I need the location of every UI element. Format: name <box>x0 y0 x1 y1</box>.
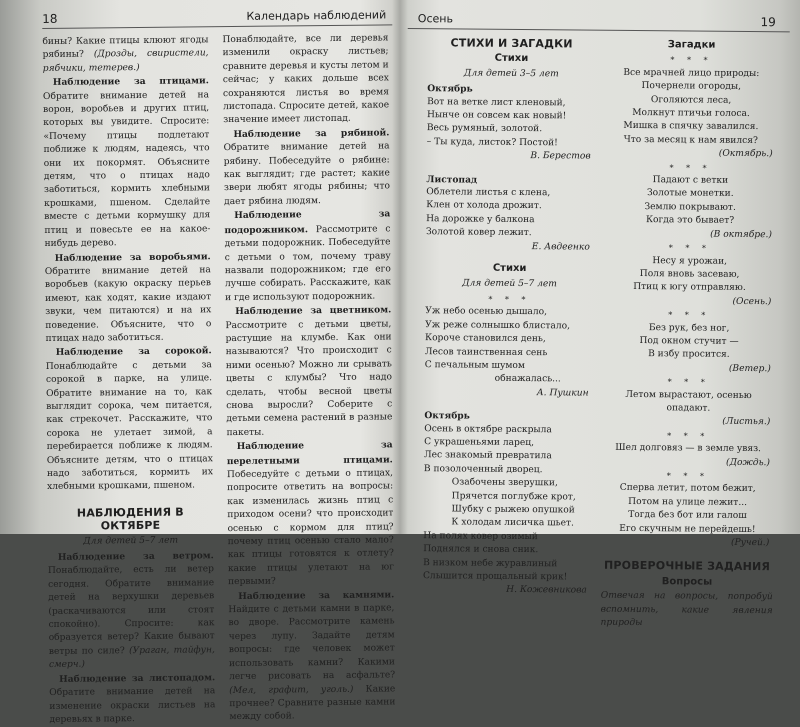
text: Найдите с детьми камни в парке, во дворе. Рассмотрите камень через лупу. Задайте детям вопросы: где человек может использовать камни? Какими легче рисовать на асфальте? <box>228 603 396 683</box>
riddle-line: Поля вновь засеваю, <box>639 268 740 280</box>
riddle-answer: (Ветер.) <box>728 363 771 374</box>
riddle-answer: (Осень.) <box>732 296 772 307</box>
riddle-answer: (Ручей.) <box>730 537 770 549</box>
text: Понаблюдайте с детьми за сорокой в парке, на улице. Обратите внимание на то, как выглядит сорока, чем питается, как стрекочет. Расскажите, что сорока не улетает зимой, а перебирается поближе к людям. Объясните детям, что о птицах надо заботиться, кормить их хлебными крошками, пшеном. <box>45 359 214 493</box>
riddle <box>601 482 774 551</box>
paragraph-title: Наблюдение за подорожником. <box>224 208 391 236</box>
poem-author: Е. Авдеенко <box>531 241 590 253</box>
text: Обратите внимание детей на рябину. Побеседуйте о рябине: как выглядит; где растет; какие звери любят ягоды рябины; что дает рябина людям. <box>223 141 391 207</box>
paragraph <box>45 250 212 347</box>
paragraph: Понаблюдайте, все ли деревья изменили окраску листьев; сравните деревья и кусты летом и сейчас; у каких дольше всех сохраняются листья во время листопада. Спросите детей, какое значение имеет листопад. <box>222 33 390 126</box>
poem-author: А. Пушкин <box>536 387 589 399</box>
poem-line: Золотой ковер лежит. <box>425 227 532 239</box>
stars-divider: * * * <box>666 471 709 481</box>
text-italic: (Дрозды, свиристели, рябчики, тетерев.) <box>42 48 209 74</box>
riddle-line: Падают с ветки <box>652 175 729 186</box>
riddle-line: Мишка в спячку завалился. <box>623 121 759 133</box>
paragraph <box>223 126 390 209</box>
text: Рассмотрите с детьми подорожник. Побеседуйте с детьми о том, почему траву назвали подорожником; где его лучше собирать. Расскажите, как и где используют подорожник. <box>224 224 392 303</box>
poem-line: Лесов таинственная сень <box>424 346 548 358</box>
riddle <box>604 174 777 243</box>
poem-line: Слышится прощальный крик! <box>422 571 568 583</box>
text: Какие прочнее? Сравните разные камни между собой. <box>229 683 396 723</box>
poem-line: Осень в октябре раскрыла <box>424 423 552 435</box>
poem-line: В низком небе журавлиный <box>423 557 558 569</box>
riddle-answer: (Октябрь.) <box>718 148 773 160</box>
text: Рассмотрите с детьми цветы, растущие на клумбе. Как они называются? Что происходит с ними осенью? Можно ли срывать цветы с клумбы? Что надо сделать, чтобы весной цветы снова выросли? Соберите с детьми семена растений в разные пакеты. <box>225 318 393 438</box>
riddle-line: Почернели огороды, <box>641 81 742 93</box>
poem <box>426 186 594 241</box>
poem-author: В. Берестов <box>530 151 591 162</box>
riddle-line: Когда это бывает? <box>645 215 735 227</box>
riddle-line: Оголяются леса, <box>650 94 732 106</box>
poem-line: С украшеньями ларец, <box>424 437 535 449</box>
poem <box>423 423 592 585</box>
riddle-line: Под окном стучит — <box>639 335 739 347</box>
left-running-head <box>42 4 392 29</box>
questions-intro: Отвечая на вопросы, попробуй вспомнить, какие явления природы <box>600 590 773 629</box>
riddle <box>603 321 775 376</box>
poem-line: Клен от холода дрожит. <box>426 200 542 212</box>
paragraph <box>227 439 395 590</box>
paragraph <box>43 74 211 251</box>
text-italic: (Ураган, тайфун, смерч.) <box>48 645 215 671</box>
poem-line: Уж реже солнышко блистало, <box>425 319 571 332</box>
stars-divider: * * * <box>669 162 712 173</box>
poem-line: На полях ковер озимый <box>423 530 538 542</box>
poem-line: Прячется поглубже крот, <box>451 490 576 503</box>
stars-divider: * * * <box>667 377 710 387</box>
right-running-title: Осень <box>417 12 454 26</box>
right-running-head <box>408 8 790 32</box>
poem-line: Облетели листья с клена, <box>426 187 551 199</box>
poem-line: Уж небо осенью дышало, <box>425 306 548 318</box>
paragraph-title: Наблюдение за птицами. <box>52 75 209 89</box>
poem-line: В позолоченный дворец. <box>423 463 543 475</box>
riddle-line: Сперва летит, потом бежит, <box>619 483 756 495</box>
paragraph <box>228 588 395 725</box>
paragraph-title: Наблюдение за листопадом. <box>59 671 216 685</box>
riddle-line: Молкнут птичьи голоса. <box>632 107 750 120</box>
paragraph-title: Наблюдение за сорокой. <box>55 345 212 359</box>
paragraph-title: Наблюдение за воробьями. <box>54 250 211 264</box>
poem-line: Шубку с рыжею опушкой <box>451 504 575 516</box>
riddle-line: Его скучным не перейдешь! <box>619 523 756 535</box>
right-column-1 <box>423 36 596 598</box>
poem-line: обнажалась... <box>494 374 561 385</box>
paragraph-title: Наблюдение за цветником. <box>235 304 392 318</box>
left-page <box>42 0 398 725</box>
paragraph <box>225 303 392 440</box>
poem-title: Листопад <box>426 173 478 186</box>
poems-heading: Стихи <box>492 262 527 275</box>
text: Побеседуйте с детьми о птицах, попросите ответить на вопросы: как изменилась жизнь птиц с приходом осени? что происходит осенью с кормом для птиц? почему птиц осенью стало мало? как птицы готовятся к отлету? какие птицы улетают на юг первыми? <box>226 468 395 588</box>
riddle-line: Все мрачней лицо природы: <box>623 67 760 79</box>
text: Обратите внимание детей на воробьев (какую окраску перьев имеют, как ходят, какие издают звуки, чем питаются) и на их поведение. Объясните, что о птицах надо заботиться. <box>44 265 212 344</box>
paragraph <box>46 345 214 495</box>
age-note: Для детей 5–7 лет <box>462 277 557 289</box>
stars-divider: * * * <box>667 431 710 441</box>
riddle-line: Шел долговяз — в земле увяз. <box>615 443 762 455</box>
riddle-line: Потом на улице лежит... <box>628 496 748 508</box>
riddle-answer: (В октябре.) <box>710 229 773 240</box>
riddle <box>602 442 774 470</box>
poem <box>425 305 594 387</box>
riddle <box>602 388 774 430</box>
tasks-title: ПРОВЕРОЧНЫЕ ЗАДАНИЯ <box>603 559 771 574</box>
riddle <box>605 67 778 162</box>
riddle <box>603 254 775 309</box>
poem-line: Лес знакомый превратила <box>423 450 552 462</box>
poem-title: Октябрь <box>427 83 473 95</box>
poem-line: К холодам лисичка шьет. <box>451 517 574 529</box>
paragraph <box>224 208 391 306</box>
right-page <box>403 0 790 629</box>
stars-divider: * * * <box>670 55 713 66</box>
poem <box>427 96 595 151</box>
poem-title: Октябрь <box>424 410 470 422</box>
riddle-line: Несу я урожаи, <box>652 255 728 267</box>
left-column-2 <box>222 32 395 724</box>
age-note: Для детей 3–5 лет <box>463 68 559 80</box>
riddle-line: Золотые монетки. <box>646 188 734 200</box>
riddle-answer: (Дождь.) <box>726 457 771 468</box>
poem-line: Вот на ветке лист кленовый, <box>427 96 566 109</box>
riddle-answer: (Листья.) <box>722 417 771 428</box>
riddles-list <box>601 53 777 551</box>
riddle-line: Что за месяц к нам явился? <box>623 134 758 146</box>
text: Понаблюдайте, есть ли ветер сегодня. Обратите внимание детей на верхушки деревьев (раскачиваются или стоят спокойно). Спросите: как образуется ветер? Какие бывают ветры по силе? <box>47 564 215 657</box>
riddle-line: Землю покрывают. <box>644 201 736 213</box>
right-column-2 <box>600 38 777 634</box>
stars-divider: * * * <box>668 243 711 253</box>
poem-line: Нынче он совсем как новый! <box>426 110 567 122</box>
section-title: НАБЛЮДЕНИЯ В ОКТЯБРЕ <box>76 505 184 533</box>
text: бины? Какие птицы клюют ягоды рябины? <box>42 35 209 61</box>
riddles-heading: Загадки <box>667 39 716 51</box>
right-page-number: 19 <box>760 15 776 30</box>
paragraph <box>42 34 208 76</box>
text: Обратите внимание детей на изменение окраски листьев на деревьях в парке. <box>49 686 216 725</box>
paragraph-title: Наблюдение за перелетными птицами. <box>226 439 393 467</box>
section-subtitle: Для детей 5–7 лет <box>83 535 179 547</box>
stars-divider: * * * <box>488 294 531 304</box>
paragraph-title: Наблюдение за рябиной. <box>233 127 390 140</box>
text: Обратите внимание детей на ворон, воробьев и других птиц, которых вы увидите. Спросите: «Почему птицы подлетают поближе к людям, надеясь, что они их покормят. Объясните детям, что о птицах надо заботиться, кормить хлебными крошками, пшеном. Сделайте вместе с детьми кормушку для птиц и повесьте ее на какое-нибудь дерево. <box>42 89 211 250</box>
poem-line: Озабочены зверушки, <box>451 477 558 489</box>
poem-line: Весь румяный, золотой. <box>426 123 543 135</box>
poem-author: Н. Кожевникова <box>506 585 587 597</box>
riddle-line: Без рук, без ног, <box>648 322 730 334</box>
poem-line: Короче становился день, <box>425 333 546 345</box>
paragraph <box>48 549 215 672</box>
paragraph-title: Наблюдение за ветром. <box>57 550 214 563</box>
poem-line: На дорожке у балкона <box>426 214 535 225</box>
questions-heading: Вопросы <box>661 576 713 588</box>
paragraph <box>49 671 216 727</box>
stars-divider: * * * <box>668 310 711 320</box>
left-page-number: 18 <box>42 11 58 26</box>
riddle-line: Тогда без бот или галош <box>628 510 747 522</box>
text-italic: (Мел, графит, уголь.) <box>229 684 354 696</box>
riddle-line: В избу просится. <box>648 349 730 361</box>
left-running-title: Календарь наблюдений <box>246 8 387 23</box>
riddle-line: Птиц к югу отправляю. <box>633 282 746 294</box>
paragraph-title: Наблюдение за камнями. <box>238 589 395 602</box>
section-title: СТИХИ И ЗАГАДКИ <box>450 36 573 51</box>
poem-line: Поднялся и снова сник. <box>423 544 539 556</box>
poems-heading: Стихи <box>494 53 529 65</box>
riddle-line: Летом вырастают, осенью опадают. <box>625 389 752 414</box>
poem-line: – Ты куда, листок? Постой! <box>426 137 558 149</box>
left-column-1 <box>42 34 215 727</box>
poem-line: С печальным шумом <box>424 360 526 371</box>
